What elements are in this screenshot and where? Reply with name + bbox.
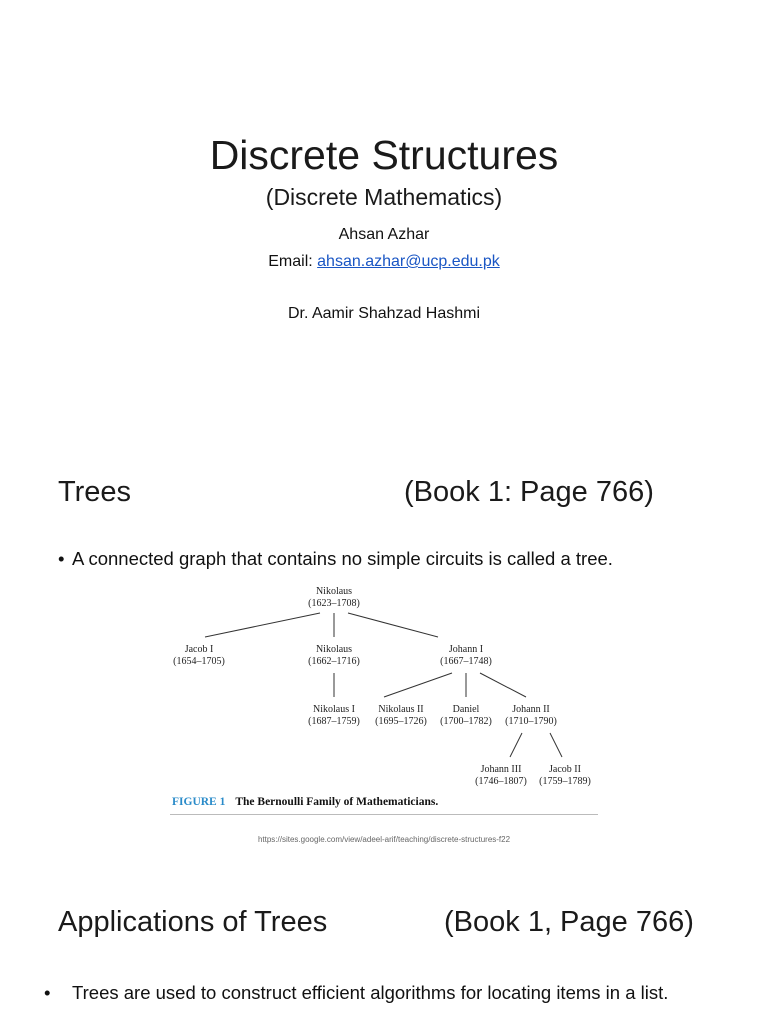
applications-slide <box>0 860 768 1024</box>
tree-node-years: (1759–1789) <box>539 776 591 787</box>
tree-node-name: Johann III <box>480 764 522 775</box>
tree-node-years: (1700–1782) <box>440 716 492 727</box>
edge-line <box>384 673 452 697</box>
bernoulli-family-tree-figure <box>170 576 600 820</box>
edge-line <box>550 733 562 757</box>
email-link[interactable]: ahsan.azhar@ucp.edu.pk <box>317 253 500 270</box>
book-reference: (Book 1, Page 766) <box>444 906 694 938</box>
tree-node-years: (1687–1759) <box>308 716 360 727</box>
course-title: Discrete Structures <box>209 132 559 178</box>
bullet-item <box>58 548 613 570</box>
bullet-text: A connected graph that contains no simple circuits is called a tree. <box>72 548 613 569</box>
tree-node-name: Nikolaus <box>315 644 353 655</box>
email-line <box>0 253 768 271</box>
tree-node-name: Nikolaus I <box>313 704 355 715</box>
edge-line <box>510 733 522 757</box>
tree-node-name: Johann I <box>448 644 484 655</box>
edge-line <box>205 613 320 637</box>
tree-node-name: Jacob I <box>184 644 214 655</box>
tree-node-years: (1623–1708) <box>308 598 360 609</box>
tree-node-years: (1746–1807) <box>475 776 527 787</box>
tree-node-name: Nikolaus II <box>378 704 424 715</box>
figure-caption <box>172 796 438 808</box>
author-name: Ahsan Azhar <box>338 226 430 243</box>
tree-node-name: Jacob II <box>549 764 581 775</box>
slide-title: Applications of Trees <box>58 906 328 938</box>
edge-line <box>480 673 526 697</box>
trees-slide <box>0 430 768 860</box>
tree-node-name: Johann II <box>512 704 550 715</box>
tree-node-years: (1654–1705) <box>173 656 225 667</box>
bullet-item <box>44 982 732 1004</box>
tree-node-years: (1667–1748) <box>440 656 492 667</box>
bullet-text: Trees are used to construct efficient algorithms for locating items in a list. <box>72 982 669 1003</box>
tree-node-years: (1662–1716) <box>308 656 360 667</box>
title-slide <box>0 0 768 430</box>
tree-edges <box>170 576 600 796</box>
book-reference: (Book 1: Page 766) <box>404 476 654 508</box>
instructor-name: Dr. Aamir Shahzad Hashmi <box>287 305 481 322</box>
edge-line <box>348 613 438 637</box>
slide-title: Trees <box>58 476 132 508</box>
bullet-icon: • <box>44 982 51 1003</box>
source-link[interactable]: https://sites.google.com/view/adeel-arif/teaching/discrete-structures-f22 <box>257 835 511 844</box>
tree-node-name: Nikolaus <box>315 586 353 597</box>
bullet-icon: • <box>58 548 65 569</box>
figure-caption-text: The Bernoulli Family of Mathematicians. <box>235 796 439 808</box>
figure-divider <box>170 814 598 815</box>
tree-node-years: (1695–1726) <box>375 716 427 727</box>
course-subtitle: (Discrete Mathematics) <box>265 184 503 210</box>
tree-node-years: (1710–1790) <box>505 716 557 727</box>
figure-label: FIGURE 1 <box>172 796 226 808</box>
tree-node-name: Daniel <box>452 704 480 715</box>
email-label: Email: <box>268 253 318 270</box>
